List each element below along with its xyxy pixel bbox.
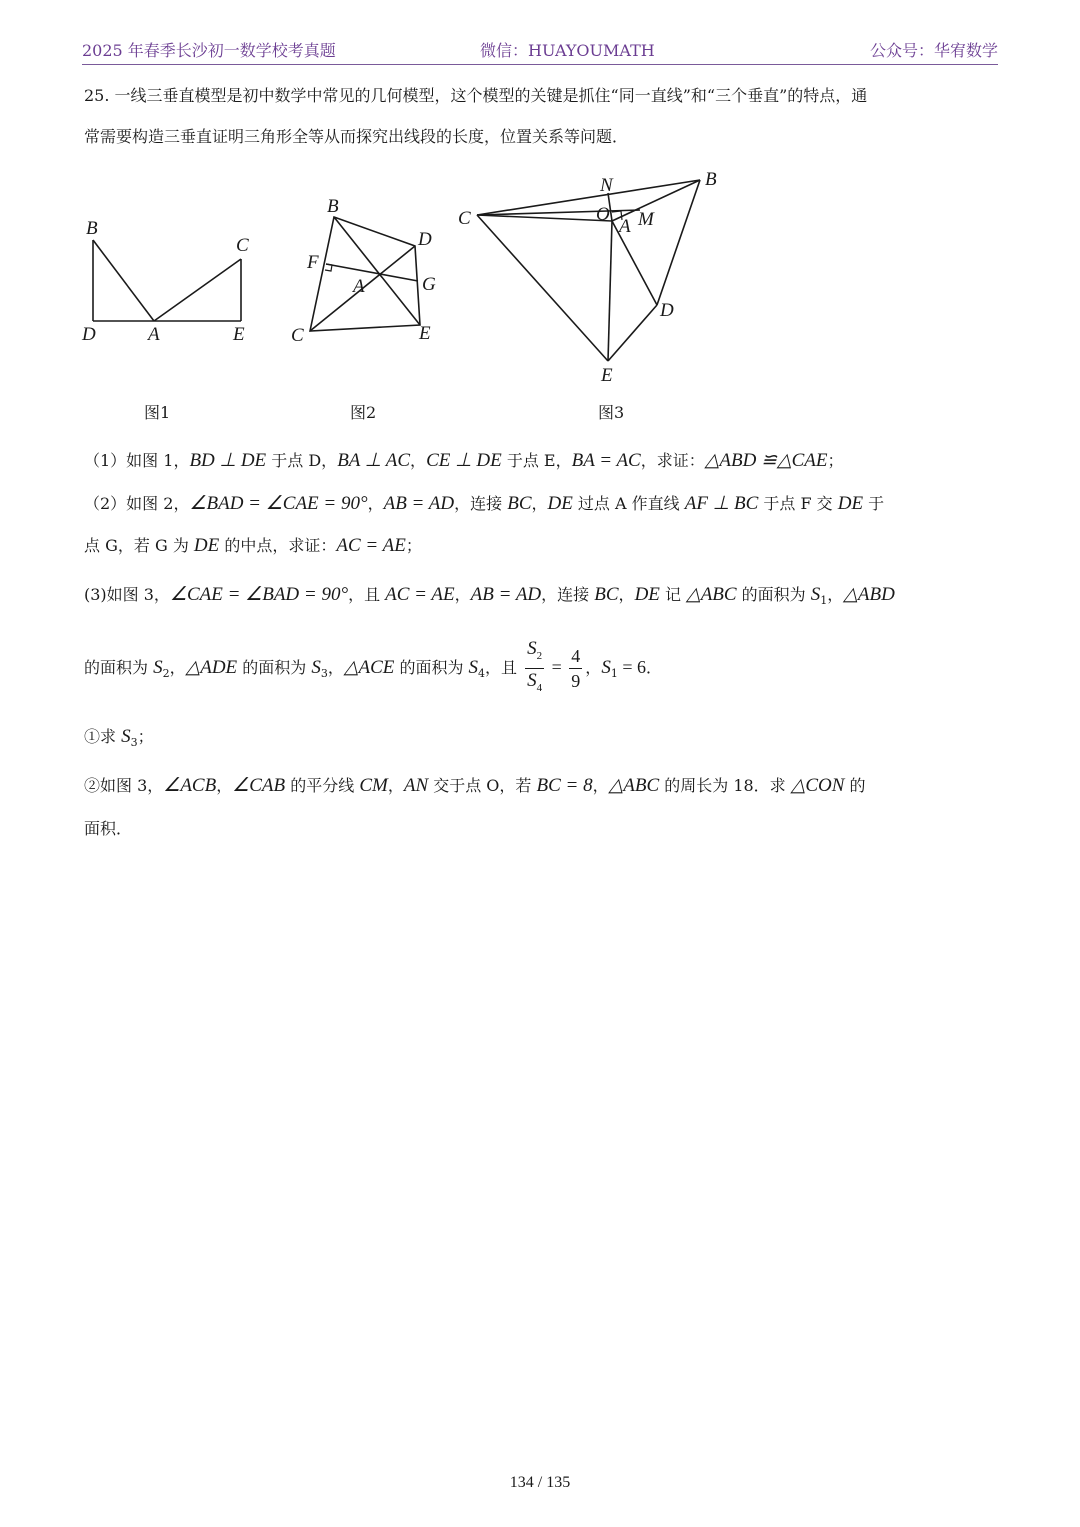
figure-1 (81, 218, 249, 422)
fig1-label-e: E (233, 324, 245, 345)
fig3-segment-bd (657, 180, 700, 305)
fig3-segment-cb (477, 180, 700, 215)
question-1 (84, 450, 998, 472)
q3-text-1: ，且 (348, 585, 386, 604)
q3-fraction-4-9 (569, 644, 582, 693)
q3-line2-text-a: 的面积为 (84, 657, 154, 677)
q2-math-5: AF ⊥ BC (684, 493, 759, 514)
fig2-caption: 图2 (350, 403, 377, 422)
q2-line2-math-2: AC = AE (336, 535, 406, 556)
q3-math-1: ∠CAE = ∠BAD = 90° (169, 584, 349, 605)
fig3-segment-ca (477, 215, 612, 221)
q2-line2-text-c: ； (405, 536, 422, 555)
q2-text-6: 于 (863, 494, 885, 513)
q3-line2-text-f: ，且 (485, 657, 523, 677)
q3-2-text-7: 的 (844, 776, 866, 795)
q2-math-2: AB = AD (383, 493, 455, 514)
q3-2-prefix: ②如图 3， (84, 776, 164, 795)
question-3-line2 (84, 637, 998, 693)
fig3-label-c: C (458, 208, 471, 229)
q1-math-3: CE ⊥ DE (426, 450, 502, 471)
q3-text-7: ， (827, 585, 844, 604)
q1-math-2: BA ⊥ AC (337, 450, 411, 471)
fig3-segment-de (608, 305, 657, 361)
fig2-label-b: B (327, 196, 339, 217)
q3-s2-sub: 2 (162, 666, 170, 680)
q1-math-1: BD ⊥ DE (189, 450, 267, 471)
q3-line2-end: ． (645, 657, 662, 677)
q2-line2-text-a: 点 G，若 G 为 (84, 536, 194, 555)
q3-text-4: ， (618, 585, 635, 604)
q2-prefix: （2）如图 2， (84, 494, 190, 513)
q1-text-1: 于点 D， (266, 451, 338, 470)
q3-prefix: (3)如图 3， (84, 585, 170, 604)
q2-math-4: DE (547, 493, 573, 514)
q3-1-s: S (121, 726, 131, 747)
fig3-label-e: E (601, 365, 613, 386)
q1-prefix: （1）如图 1， (84, 451, 190, 470)
q2-math-6: DE (837, 493, 864, 514)
header-wechat: 微信：HUAYOUMATH (480, 41, 655, 60)
fig3-segment-ae (608, 221, 612, 361)
fig3-label-n: N (600, 175, 613, 196)
q3-1-sub: 3 (130, 736, 138, 750)
q1-math-4: BA = AC (571, 450, 641, 471)
q3-text-5: 记 (659, 585, 687, 604)
q2-text-2: ，连接 (454, 494, 508, 513)
question-2-line1 (84, 493, 998, 515)
problem-intro-line1: 25. 一线三垂直模型是初中数学中常见的几何模型，这个模型的关键是抓住“同一直线”和“三个垂直”的特点，通 (84, 86, 868, 105)
q3-frac2-den: 9 (571, 670, 581, 691)
fig3-label-d: D (660, 300, 674, 321)
q3-2-math-1: ∠ACB (163, 775, 217, 796)
q3-math-5: DE (634, 584, 660, 605)
q3-frac1-num-sub: 2 (536, 649, 543, 662)
q3-2-math-4: AN (403, 775, 429, 796)
q2-text-3: ， (531, 494, 548, 513)
q2-text-1: ， (367, 494, 384, 513)
q3-line2-text-c: 的面积为 (237, 657, 312, 677)
q3-fraction-s2-s4 (525, 637, 544, 700)
fig2-label-c: C (291, 325, 304, 346)
q3-2-math-3: CM (359, 775, 388, 796)
fig2-quadrilateral (310, 217, 420, 331)
q1-text-4: ，求证： (640, 451, 705, 470)
q3-text-3: ，连接 (541, 585, 595, 604)
q3-2-text-1: ， (216, 776, 233, 795)
fig3-segment-ce (477, 215, 608, 361)
fig2-label-d: D (418, 229, 432, 250)
q3-line2-math-1: △ADE (185, 656, 238, 678)
q1-text-5: ； (827, 451, 844, 470)
fig2-label-f: F (307, 252, 319, 273)
q3-text-2: ， (454, 585, 471, 604)
q3-frac1-num (525, 637, 544, 669)
fig3-caption: 图3 (598, 403, 625, 422)
q3-line2-text-g: ， (585, 657, 602, 677)
q3-frac1-num-s: S (527, 638, 537, 659)
fig1-label-a: A (148, 324, 160, 345)
header-account: 公众号：华宥数学 (869, 41, 998, 60)
q3-2-text-3: ， (387, 776, 404, 795)
figure-3 (458, 169, 717, 422)
fig3-label-o: O (596, 204, 610, 225)
q3-s1-again-sub: 1 (610, 666, 618, 680)
q3-line2-text-d: ， (327, 657, 344, 677)
fig1-label-c: C (236, 235, 249, 256)
q3-s3-sub: 3 (320, 666, 328, 680)
q2-text-5: 于点 F 交 (758, 494, 838, 513)
q3-s2: S (153, 656, 163, 678)
q3-math-4: BC (594, 584, 619, 605)
problem-intro-line2: 常需要构造三垂直证明三角形全等从而探究出线段的长度，位置关系等问题． (84, 127, 629, 146)
q1-text-2: ， (410, 451, 427, 470)
q3-2-text-5: ， (592, 776, 609, 795)
q3-frac2-num: 4 (569, 644, 582, 669)
fig2-segment-fg (326, 264, 418, 281)
q3-frac1-den-sub: 4 (536, 681, 543, 694)
q3-2-math-6: △ABC (608, 775, 660, 796)
q3-2-math-5: BC = 8 (536, 775, 593, 796)
q3-line2-text-e: 的面积为 (394, 657, 469, 677)
q1-text-3: 于点 E， (501, 451, 572, 470)
q3-s4: S (468, 656, 479, 678)
q3-text-6: 的面积为 (736, 585, 811, 604)
q2-text-4: 过点 A 作直线 (572, 494, 685, 513)
q3-2-text-4: 交于点 O，若 (428, 776, 537, 795)
fig1-segment-ba (93, 240, 154, 321)
q3-s1-again: S (601, 656, 611, 678)
q3-2-text-6: 的周长为 18．求 (659, 776, 791, 795)
q2-math-3: BC (507, 493, 532, 514)
header-title: 2025 年春季长沙初一数学校考真题 (82, 41, 336, 60)
fig3-label-b: B (705, 169, 717, 190)
figure-2 (291, 196, 436, 422)
q3-s4-sub: 4 (478, 666, 486, 680)
q3-equals: = (547, 656, 567, 677)
q3-math-2: AC = AE (385, 584, 455, 605)
page-number: 134 / 135 (509, 1474, 571, 1491)
q3-math-7: △ABD (843, 584, 895, 605)
q3-1-prefix: ①求 (84, 727, 122, 746)
q2-line2-math-1: DE (193, 535, 220, 556)
fig3-label-a: A (619, 216, 631, 237)
q3-math-6: △ABC (686, 584, 737, 605)
q3-s1-sub: 1 (820, 594, 828, 608)
q3-2-math-2: ∠CAB (232, 775, 286, 796)
q3-s3: S (311, 656, 321, 678)
fig2-label-e: E (419, 323, 431, 344)
q3-math-3: AB = AD (470, 584, 542, 605)
fig1-segment-ac (154, 259, 241, 321)
q1-math-5: △ABD ≌△CAE (704, 450, 828, 471)
question-3-part-2-line2: 面积． (84, 819, 133, 838)
q3-line2-math-2: △ACE (343, 656, 395, 678)
q3-1-suffix: ； (137, 727, 154, 746)
fig1-label-b: B (86, 218, 98, 239)
q3-2-text-2: 的平分线 (285, 776, 360, 795)
q2-math-1: ∠BAD = ∠CAE = 90° (189, 493, 368, 514)
fig1-label-d: D (82, 324, 96, 345)
q3-s1: S (810, 584, 821, 605)
question-3-line1 (84, 584, 998, 612)
q3-frac1-den-s: S (527, 669, 537, 691)
question-2-line2 (84, 535, 998, 557)
fig1-caption: 图1 (144, 403, 171, 422)
fig2-label-g: G (422, 274, 436, 295)
q2-line2-text-b: 的中点，求证： (219, 536, 337, 555)
fig3-label-m: M (638, 209, 654, 230)
question-3-part-2-line1 (84, 775, 998, 797)
q3-s1-value: = 6 (617, 656, 646, 677)
q3-2-math-7: △CON (790, 775, 845, 796)
q3-frac1-den (525, 669, 544, 700)
fig2-label-a: A (353, 276, 365, 297)
q3-line2-text-b: ， (169, 657, 186, 677)
question-3-part-1 (84, 726, 998, 754)
